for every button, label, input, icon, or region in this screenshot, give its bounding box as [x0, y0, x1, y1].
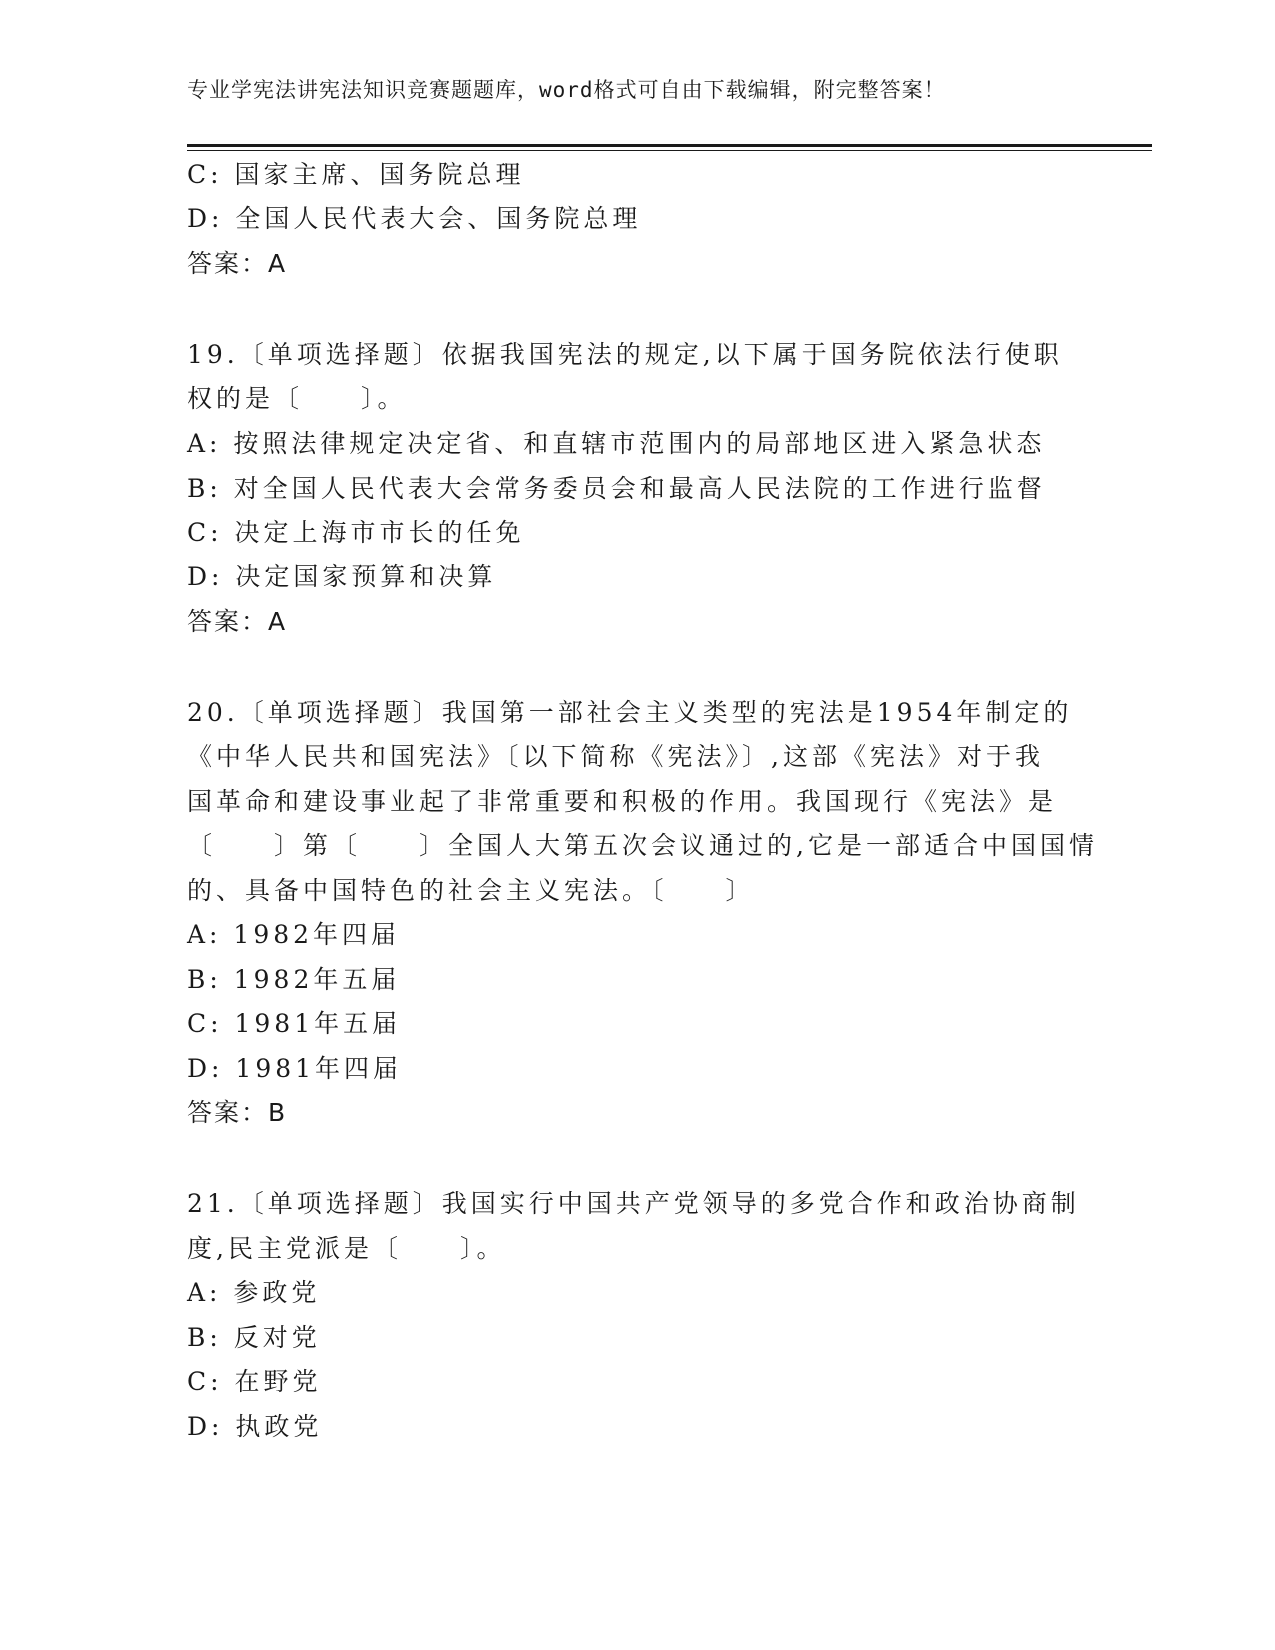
page-header: 专业学宪法讲宪法知识竞赛题题库，word格式可自由下载编辑，附完整答案！	[187, 78, 946, 102]
q19-option-c: C: 决定上海市市长的任免	[187, 518, 525, 547]
q19-stem-line-1: 19.〔单项选择题〕依据我国宪法的规定,以下属于国务院依法行使职	[187, 340, 1063, 369]
q19-answer: 答案：A	[187, 607, 288, 636]
header-divider-thin	[187, 150, 1152, 151]
q18-option-d: D: 全国人民代表大会、国务院总理	[187, 204, 642, 233]
q20-option-b: B: 1982年五届	[187, 965, 401, 994]
q21-option-c: C: 在野党	[187, 1367, 322, 1396]
q21-option-b: B: 反对党	[187, 1323, 321, 1352]
q21-stem-line-2: 度,民主党派是〔 〕。	[187, 1234, 506, 1263]
q20-stem-line-3: 国革命和建设事业起了非常重要和积极的作用。我国现行《宪法》是	[187, 787, 1058, 816]
q19-option-d: D: 决定国家预算和决算	[187, 562, 497, 591]
q20-stem-line-1: 20.〔单项选择题〕我国第一部社会主义类型的宪法是1954年制定的	[187, 698, 1073, 727]
q18-option-c: C: 国家主席、国务院总理	[187, 160, 525, 189]
q20-answer: 答案：B	[187, 1098, 288, 1127]
q18-answer: 答案：A	[187, 249, 288, 278]
q20-stem-line-4: 〔 〕第〔 〕全国人大第五次会议通过的,它是一部适合中国国情	[187, 831, 1098, 860]
q21-stem-line-1: 21.〔单项选择题〕我国实行中国共产党领导的多党合作和政治协商制	[187, 1189, 1080, 1218]
q20-option-d: D: 1981年四届	[187, 1054, 403, 1083]
q21-option-d: D: 执政党	[187, 1412, 323, 1441]
q20-option-a: A: 1982年四届	[187, 920, 401, 949]
q21-option-a: A: 参政党	[187, 1278, 321, 1307]
q20-option-c: C: 1981年五届	[187, 1009, 402, 1038]
q20-stem-line-2: 《中华人民共和国宪法》〔以下简称《宪法》〕,这部《宪法》对于我	[187, 742, 1044, 771]
q19-option-a: A: 按照法律规定决定省、和直辖市范围内的局部地区进入紧急状态	[187, 429, 1046, 458]
header-divider-thick	[187, 144, 1152, 147]
q20-stem-line-5: 的、具备中国特色的社会主义宪法。〔 〕	[187, 876, 755, 905]
q19-option-b: B: 对全国人民代表大会常务委员会和最高人民法院的工作进行监督	[187, 474, 1046, 503]
q19-stem-line-2: 权的是〔 〕。	[187, 384, 407, 413]
